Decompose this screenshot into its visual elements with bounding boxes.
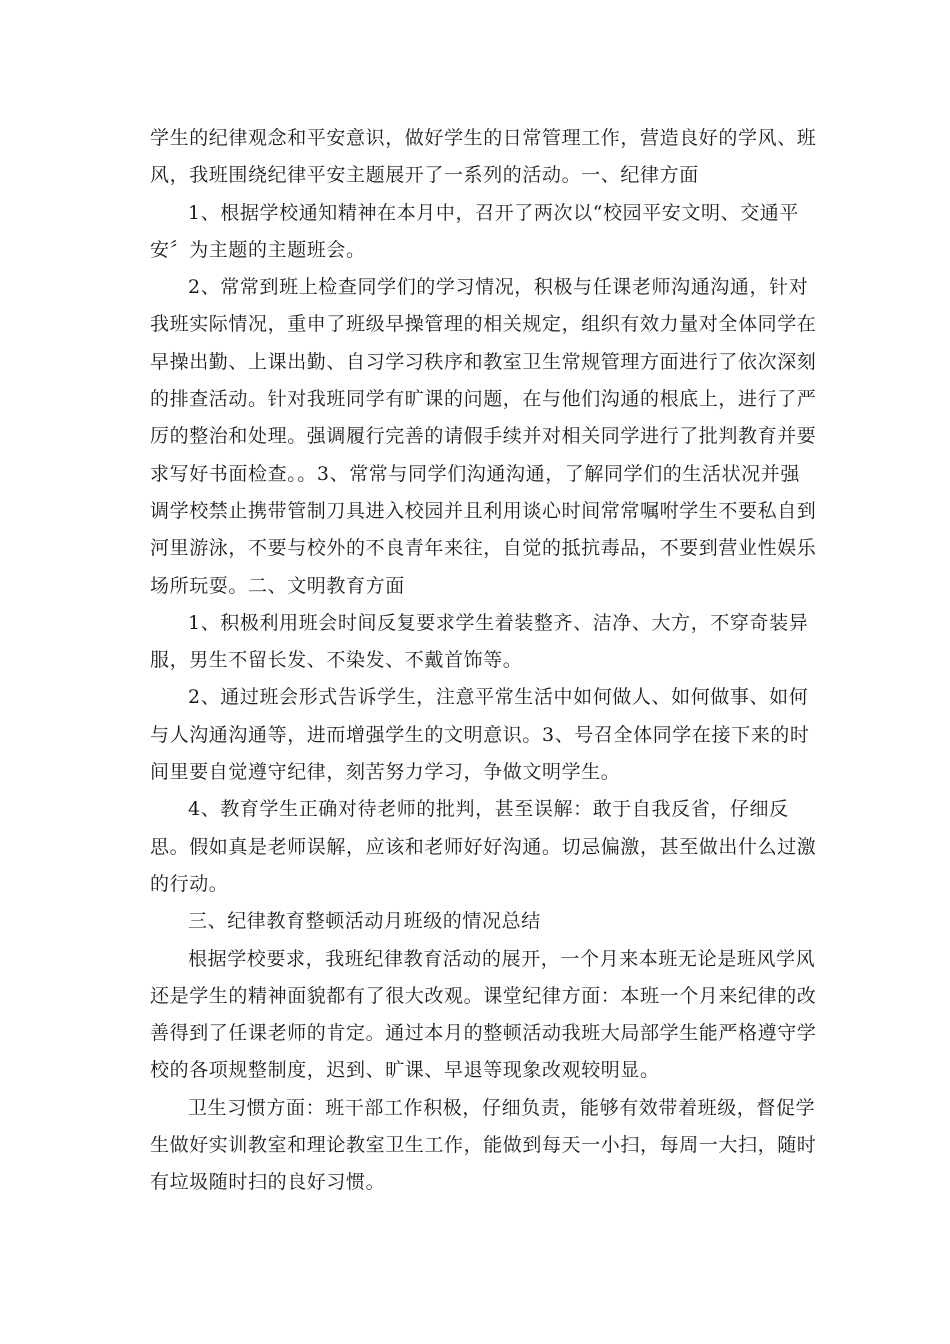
paragraph-2 (150, 195, 806, 270)
text-line: 三、纪律教育整顿活动月班级的情况总结 (188, 910, 541, 933)
paragraph-3 (150, 269, 817, 605)
text-line: 1、根据学校通知精神在本月中，召开了两次以“校园平安文明、交通平 (188, 201, 800, 224)
text-line: 与人沟通沟通等，进而增强学生的文明意识。3、号召全体同学在接下来的时 (150, 723, 810, 746)
text-line: 间里要自觉遵守纪律，刻苦努力学习，争做文明学生。 (150, 761, 621, 784)
text-line: 2、常常到班上检查同学们的学习情况，积极与任课老师沟通沟通，针对 (188, 276, 809, 299)
paragraph-4 (150, 605, 809, 680)
text-line: 1、积极利用班会时间反复要求学生着装整齐、洁净、大方，不穿奇装异 (188, 611, 809, 634)
paragraph-1 (150, 120, 817, 195)
text-line: 我班实际情况，重申了班级早操管理的相关规定，组织有效力量对全体同学在 (150, 313, 817, 336)
text-line: 4、教育学生正确对待老师的批判，甚至误解：敢于自我反省，仔细反 (188, 798, 789, 821)
text-line: 场所玩耍。二、文明教育方面 (150, 574, 405, 597)
text-line: 思。假如真是老师误解，应该和老师好好沟通。切忌偏激，甚至做出什么过激 (150, 835, 817, 858)
text-line: 卫生习惯方面：班干部工作积极，仔细负责，能够有效带着班级，督促学 (188, 1096, 816, 1119)
text-line: 服，男生不留长发、不染发、不戴首饰等。 (150, 649, 523, 672)
section-heading (150, 903, 806, 940)
text-line: 河里游泳，不要与校外的不良青年来往，自觉的抵抗毒品，不要到营业性娱乐 (150, 537, 817, 560)
paragraph-8 (150, 1090, 817, 1202)
text-line: 的行动。 (150, 872, 229, 895)
text-line: 厉的整治和处理。强调履行完善的请假手续并对相关同学进行了批判教育并要 (150, 425, 817, 448)
text-line: 有垃圾随时扫的良好习惯。 (150, 1171, 386, 1194)
text-line: 风，我班围绕纪律平安主题展开了一系列的活动。一、纪律方面 (150, 164, 699, 187)
paragraph-5 (150, 679, 810, 791)
text-line: 的排查活动。针对我班同学有旷课的问题，在与他们沟通的根底上，进行了严 (150, 388, 817, 411)
document-body (150, 120, 817, 1202)
text-line: 调学校禁止携带管制刀具进入校园并且利用谈心时间常常嘱咐学生不要私自到 (150, 499, 817, 522)
text-line: 根据学校要求，我班纪律教育活动的展开，一个月来本班无论是班风学风 (188, 947, 816, 970)
text-line: 校的各项规整制度，迟到、旷课、早退等现象改观较明显。 (150, 1059, 660, 1082)
text-line: 安〞为主题的主题班会。 (150, 238, 366, 261)
text-line: 善得到了任课老师的肯定。通过本月的整顿活动我班大局部学生能严格遵守学 (150, 1022, 817, 1045)
text-line: 求写好书面检查。。3、常常与同学们沟通沟通，了解同学们的生活状况并强 (150, 462, 800, 485)
paragraph-7 (150, 941, 817, 1090)
text-line: 2、通过班会形式告诉学生，注意平常生活中如何做人、如何做事、如何 (188, 686, 809, 709)
text-line: 学生的纪律观念和平安意识，做好学生的日常管理工作，营造良好的学风、班 (150, 127, 817, 149)
text-line: 生做好实训教室和理论教室卫生工作，能做到每天一小扫，每周一大扫，随时 (150, 1134, 817, 1157)
paragraph-6 (150, 791, 817, 903)
text-line: 早操出勤、上课出勤、自习学习秩序和教室卫生常规管理方面进行了依次深刻 (150, 350, 817, 373)
text-line: 还是学生的精神面貌都有了很大改观。课堂纪律方面：本班一个月来纪律的改 (150, 984, 817, 1007)
